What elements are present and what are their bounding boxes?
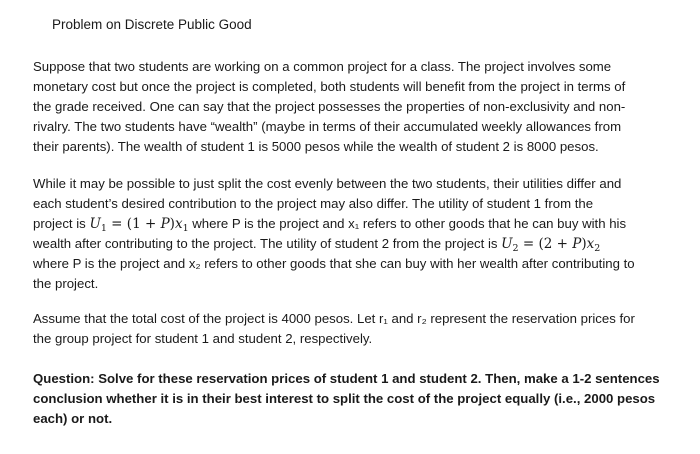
line-text: wealth after contributing to the project. The utility of student 2 from the project is (33, 236, 502, 251)
paragraph-line: While it may be possible to just split the cost evenly between the two students, their utilities differ and (33, 176, 622, 191)
question-line: each) or not. (33, 411, 113, 426)
line-text: where P is the project and x₁ refers to other goods that he can buy with his (188, 216, 627, 231)
paragraph-line (33, 234, 673, 254)
question-line: conclusion whether it is in their best interest to split the cost of the project equally (i.e., 2000 pesos (33, 391, 656, 406)
paragraph-line: monetary cost but once the project is completed, both students will benefit from the project in terms of (33, 79, 626, 94)
paragraph-assumption (33, 309, 673, 349)
paragraph-line: their parents). The wealth of student 1 is 5000 pesos while the wealth of student 2 is 8000 pesos. (33, 139, 599, 154)
paragraph-line: rivalry. The two students have “wealth” (maybe in terms of their accumulated weekly allowances from (33, 119, 622, 134)
line-text: project is (33, 216, 90, 231)
paragraph-line: Suppose that two students are working on a common project for a class. The project involves some (33, 59, 612, 74)
paragraph-line: where P is the project and x₂ refers to other goods that she can buy with her wealth after contributing to (33, 256, 635, 271)
document-title: Problem on Discrete Public Good (52, 17, 252, 32)
paragraph-line: Assume that the total cost of the project is 4000 pesos. Let r₁ and r₂ represent the reservation prices for (33, 311, 635, 326)
question-paragraph (33, 369, 673, 429)
paragraph-line: the project. (33, 276, 99, 291)
utility-formula-student1: $U_1 = (1 + P)x_1$ (89, 216, 189, 234)
paragraph-intro (33, 57, 673, 157)
paragraph-line: the grade received. One can say that the project possesses the properties of non-exclusivity and non- (33, 99, 626, 114)
utility-formula-student2: $U_2 = (2 + P)x_2$ (501, 236, 601, 254)
paragraph-line (33, 214, 673, 234)
paragraph-line: each student’s desired contribution to the project may also differ. The utility of student 1 from the (33, 196, 594, 211)
paragraph-utilities (33, 174, 673, 294)
paragraph-line: the group project for student 1 and student 2, respectively. (33, 331, 373, 346)
question-line: Question: Solve for these reservation prices of student 1 and student 2. Then, make a 1-2 sentences (33, 371, 660, 386)
